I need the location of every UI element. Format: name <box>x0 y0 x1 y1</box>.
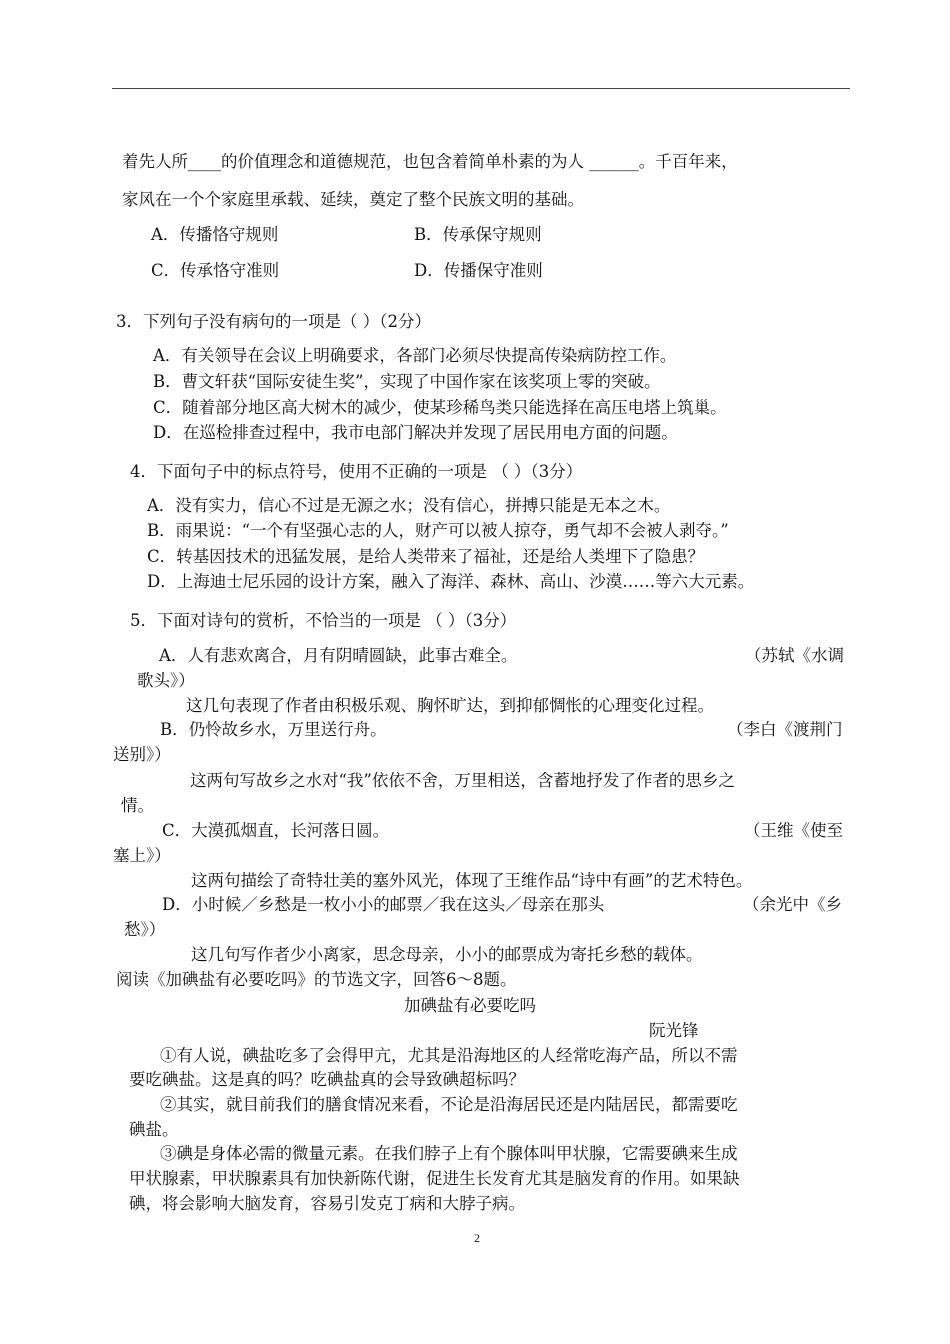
q5-option-b: B．仍怜故乡水，万里送行舟。 <box>160 720 387 739</box>
q5-option-d: D．小时候／乡愁是一枚小小的邮票／我在这头／母亲在那头 <box>162 895 605 914</box>
q5-option-d-source: （余光中《乡 <box>743 895 842 914</box>
q5-option-a-source-cont: 歌头》） <box>137 671 195 690</box>
reading-instruction: 阅读《加碘盐有必要吃吗》的节选文字，回答6～8题。 <box>116 970 517 989</box>
article-paragraph: ③碘是身体必需的微量元素。在我们脖子上有个腺体叫甲状腺，它需要碘来生成 <box>160 1144 738 1163</box>
article-author: 阮光锋 <box>649 1021 699 1040</box>
q5-option-c-source-cont: 塞上》） <box>113 846 171 865</box>
q4-option-a: A．没有实力，信心不过是无源之水；没有信心，拼搏只能是无本之木。 <box>147 496 671 515</box>
passage-line: 着先人所____的价值理念和道德规范，也包含着简单朴素的为人 ______。千百年来， <box>122 152 738 171</box>
q5-option-c-analysis: 这两句描绘了奇特壮美的塞外风光，体现了王维作品“诗中有画”的艺术特色。 <box>191 871 753 890</box>
question-3: 3．下列句子没有病句的一项是（ ）（2分） <box>116 312 431 331</box>
q5-option-c: C．大漠孤烟直，长河落日圆。 <box>162 821 390 840</box>
question-5: 5．下面对诗句的赏析，不恰当的一项是 （ ）（3分） <box>130 611 517 630</box>
q5-option-b-source-cont: 送别》） <box>113 745 171 764</box>
article-paragraph: 碘盐。 <box>129 1120 179 1139</box>
q3-option-a: A．有关领导在会议上明确要求，各部门必须尽快提高传染病防控工作。 <box>153 346 677 365</box>
header-rule <box>112 88 850 89</box>
article-paragraph: ①有人说，碘盐吃多了会得甲亢，尤其是沿海地区的人经常吃海产品，所以不需 <box>160 1046 738 1065</box>
article-paragraph: 碘，将会影响大脑发育，容易引发克丁病和大脖子病。 <box>129 1194 525 1213</box>
q4-option-d: D．上海迪士尼乐园的设计方案，融入了海洋、森林、高山、沙漠……等六大元素。 <box>147 572 755 591</box>
q5-option-b-source: （李白《渡荆门 <box>727 720 843 739</box>
option-d: D．传播保守准则 <box>414 261 543 280</box>
q3-option-b: B．曹文轩获“国际安徒生奖”，实现了中国作家在该奖项上零的突破。 <box>153 372 661 391</box>
passage-line: 家风在一个个家庭里承载、延续，奠定了整个民族文明的基础。 <box>122 190 584 209</box>
article-title: 加碘盐有必要吃吗 <box>404 996 536 1015</box>
article-paragraph: 要吃碘盐。这是真的吗？吃碘盐真的会导致碘超标吗？ <box>129 1070 525 1089</box>
q5-option-a-source: （苏轼《水调 <box>745 646 844 665</box>
question-4: 4．下面句子中的标点符号，使用不正确的一项是 （ ）（3分） <box>130 462 583 481</box>
q5-option-b-analysis-cont: 情。 <box>121 796 154 815</box>
option-a: A．传播恪守规则 <box>151 225 279 244</box>
q5-option-d-analysis: 这几句写作者少小离家，思念母亲，小小的邮票成为寄托乡愁的载体。 <box>191 945 703 964</box>
q3-option-d: D．在巡检排查过程中，我市电部门解决并发现了居民用电方面的问题。 <box>153 423 678 442</box>
article-paragraph: ②其实，就目前我们的膳食情况来看，不论是沿海居民还是内陆居民，都需要吃 <box>160 1095 738 1114</box>
q5-option-a: A．人有悲欢离合，月有阴晴圆缺，此事古难全。 <box>159 646 518 665</box>
article-paragraph: 甲状腺素，甲状腺素具有加快新陈代谢，促进生长发育尤其是脑发育的作用。如果缺 <box>129 1169 740 1188</box>
q4-option-c: C．转基因技术的迅猛发展，是给人类带来了福祉，还是给人类埋下了隐患？ <box>147 547 705 566</box>
q4-option-b: B．雨果说：“一个有坚强心志的人，财产可以被人掠夺，勇气却不会被人剥夺。” <box>147 521 729 540</box>
q5-option-a-analysis: 这几句表现了作者由积极乐观、胸怀旷达，到抑郁惆怅的心理变化过程。 <box>186 696 714 715</box>
page-number: 2 <box>474 1231 480 1245</box>
q5-option-d-source-cont: 愁》） <box>124 920 166 939</box>
q5-option-b-analysis: 这两句写故乡之水对“我”依依不舍，万里相送，含蓄地抒发了作者的思乡之 <box>190 771 735 790</box>
option-c: C．传承恪守准则 <box>151 261 280 280</box>
q5-option-c-source: （王维《使至 <box>744 821 843 840</box>
option-b: B．传承保守规则 <box>414 225 542 244</box>
q3-option-c: C．随着部分地区高大树木的减少，使某珍稀鸟类只能选择在高压电塔上筑巢。 <box>153 398 727 417</box>
